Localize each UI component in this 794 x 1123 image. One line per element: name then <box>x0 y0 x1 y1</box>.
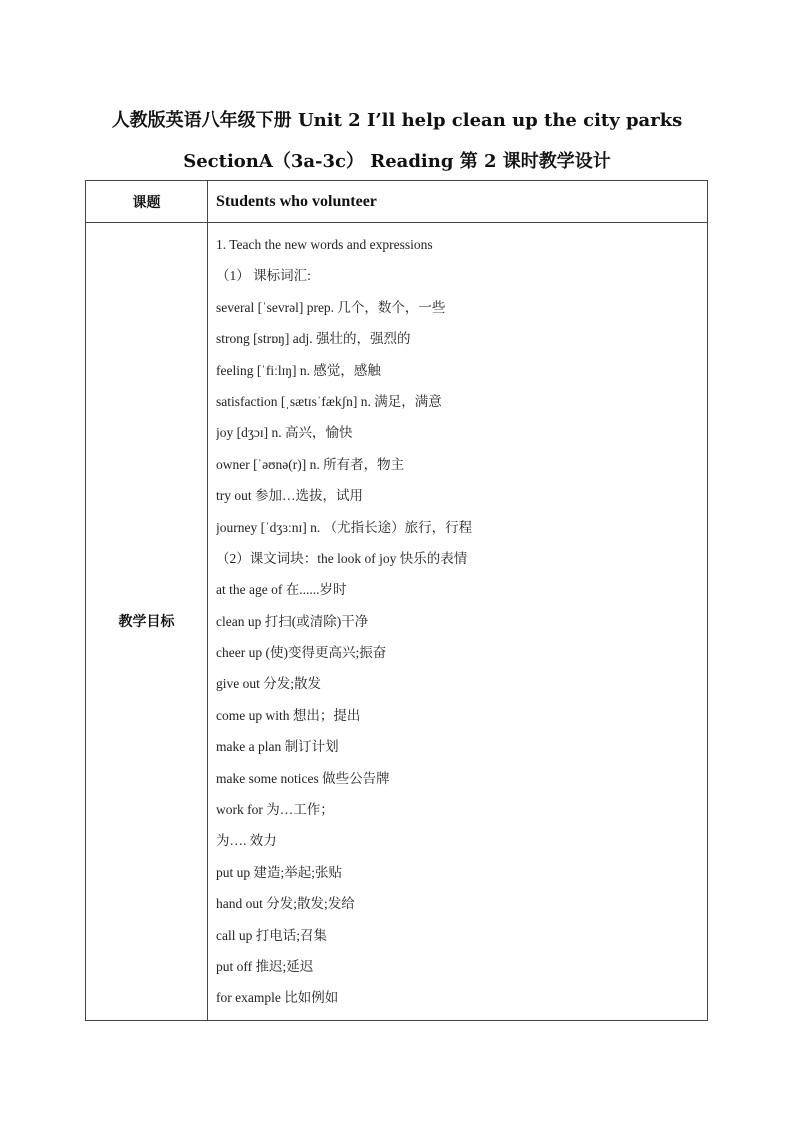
lesson-plan-table <box>85 180 708 1021</box>
objectives-list <box>208 223 707 1020</box>
objective-line: owner [ˈəʊnə(r)] n. 所有者，物主 <box>216 456 405 472</box>
topic-value: Students who volunteer <box>208 181 708 223</box>
objectives-content <box>208 223 708 1021</box>
objective-line: hand out 分发;散发;发给 <box>216 896 355 912</box>
objectives-label: 教学目标 <box>86 223 208 1021</box>
table-row-topic <box>86 181 708 223</box>
objective-line: at the age of 在......岁时 <box>216 582 347 598</box>
document-title-line2: SectionA（3a-3c） Reading 第 2 课时教学设计 <box>183 151 611 172</box>
objective-line: clean up 打扫(或清除)干净 <box>216 613 369 629</box>
objective-line: 为…. 效力 <box>216 833 277 849</box>
objective-line: make some notices 做些公告牌 <box>216 770 390 786</box>
objective-line: （2）课文词块：the look of joy 快乐的表情 <box>216 550 468 566</box>
objective-line: satisfaction [ˌsætɪsˈfækʃn] n. 满足，满意 <box>216 393 442 409</box>
objective-line: joy [dʒɔɪ] n. 高兴，愉快 <box>216 425 353 441</box>
objective-line: put up 建造;举起;张贴 <box>216 864 343 880</box>
objective-line: give out 分发;散发 <box>216 676 321 692</box>
objective-line: journey [ˈdʒɜːnɪ] n. （尤指长途）旅行，行程 <box>216 519 473 535</box>
topic-label: 课题 <box>86 181 208 223</box>
objective-line: several [ˈsevrəl] prep. 几个，数个，一些 <box>216 299 446 315</box>
objective-line: make a plan 制订计划 <box>216 739 339 755</box>
objective-line: feeling [ˈfiːlɪŋ] n. 感觉，感触 <box>216 362 381 378</box>
objective-line: try out 参加…选拔，试用 <box>216 488 363 504</box>
objective-line: put off 推迟;延迟 <box>216 958 314 974</box>
objective-line: come up with 想出；提出 <box>216 707 361 723</box>
document-title-line1: 人教版英语八年级下册 Unit 2 I’ll help clean up the city parks <box>111 110 683 131</box>
table-row-objectives <box>86 223 708 1021</box>
objective-line: cheer up (使)变得更高兴;振奋 <box>216 645 387 661</box>
objective-line: strong [strɒŋ] adj. 强壮的，强烈的 <box>216 331 411 347</box>
objective-line: 1. Teach the new words and expressions <box>216 237 433 252</box>
objective-line: （1） 课标词汇: <box>216 268 311 284</box>
objective-line: call up 打电话;召集 <box>216 927 327 943</box>
objective-line: work for 为…工作； <box>216 802 334 818</box>
objective-line: for example 比如例如 <box>216 990 339 1006</box>
